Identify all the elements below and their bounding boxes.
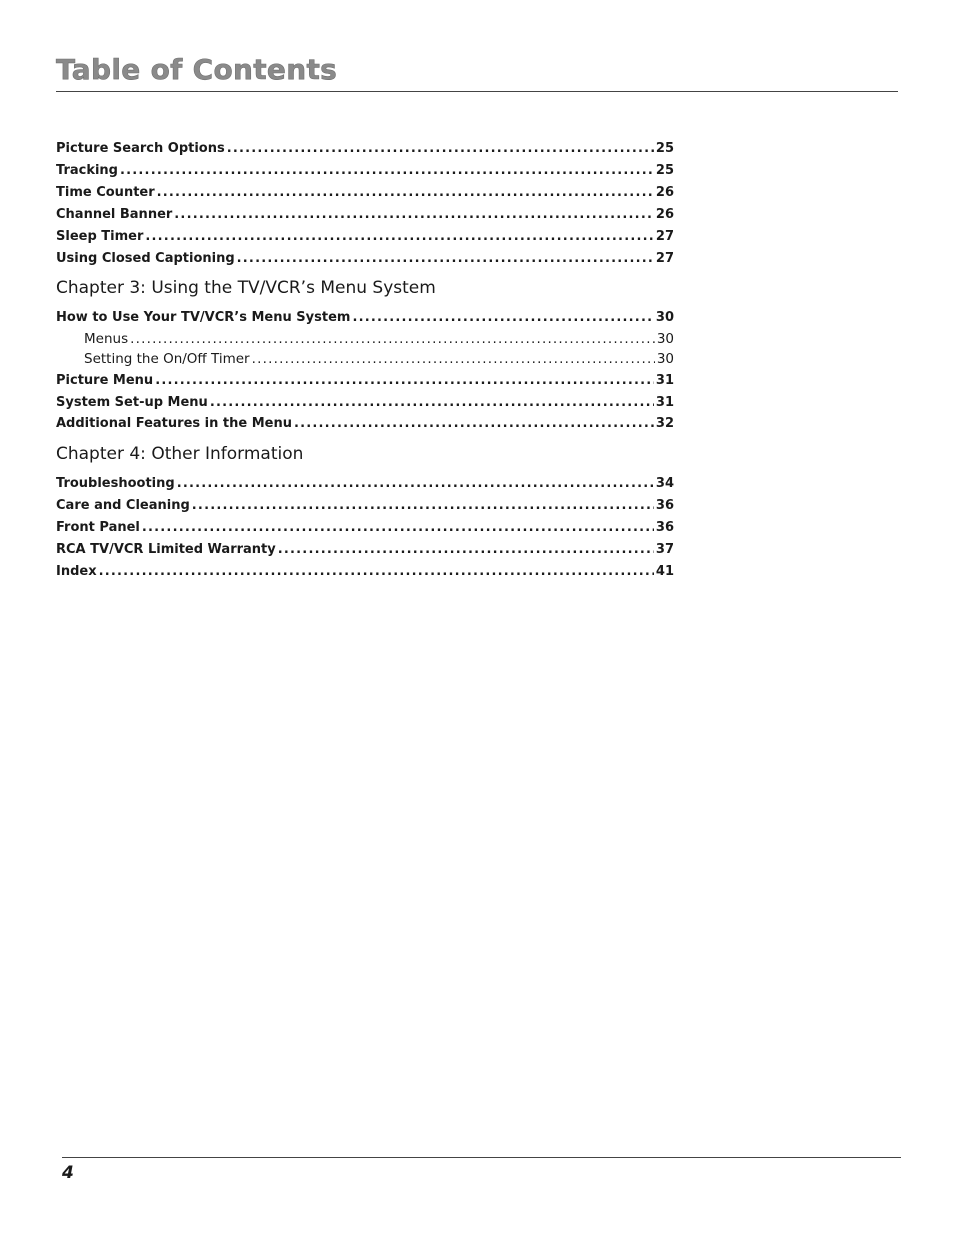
toc-entry-care-and-cleaning[interactable] (56, 496, 674, 516)
toc-entry-front-panel[interactable] (56, 518, 674, 538)
toc-entry-label: Channel Banner (56, 207, 173, 222)
toc-entry-page: 30 (656, 331, 674, 347)
toc-entry-page: 25 (655, 163, 674, 178)
toc-entry-limited-warranty[interactable] (56, 540, 674, 560)
toc-dot-leader (145, 227, 654, 247)
toc-entry-index[interactable] (56, 562, 674, 582)
toc-entry-additional-features[interactable] (56, 414, 674, 434)
toc-entry-page: 26 (655, 185, 674, 200)
toc-entry-label: Picture Search Options (56, 141, 225, 156)
toc-dot-leader (130, 329, 655, 349)
toc-entry-label: Additional Features in the Menu (56, 416, 292, 431)
toc-entry-channel-banner[interactable] (56, 205, 674, 225)
toc-entry-label: RCA TV/VCR Limited Warranty (56, 542, 276, 557)
page-number: 4 (62, 1163, 74, 1183)
toc-entry-page: 27 (655, 251, 674, 266)
toc-dot-leader (294, 414, 654, 434)
toc-entry-picture-menu[interactable] (56, 371, 674, 391)
toc-dot-leader (99, 562, 654, 582)
toc-entry-page: 31 (655, 373, 674, 388)
toc-entry-system-setup-menu[interactable] (56, 393, 674, 413)
toc-dot-leader (155, 371, 654, 391)
toc-dot-leader (210, 393, 654, 413)
toc-subentry-menus[interactable] (84, 329, 674, 349)
toc-dot-leader (227, 139, 654, 159)
toc-entry-tracking[interactable] (56, 161, 674, 181)
toc-entry-label: Using Closed Captioning (56, 251, 235, 266)
toc-entry-page: 36 (655, 520, 674, 535)
toc-dot-leader (278, 540, 654, 560)
toc-entry-label: Time Counter (56, 185, 155, 200)
toc-entry-sleep-timer[interactable] (56, 227, 674, 247)
toc-entry-page: 25 (655, 141, 674, 156)
toc-entry-time-counter[interactable] (56, 183, 674, 203)
toc-entry-page: 36 (655, 498, 674, 513)
toc-dot-leader (142, 518, 654, 538)
toc-entry-label: Sleep Timer (56, 229, 144, 244)
toc-entry-label: Tracking (56, 163, 118, 178)
toc-entry-label: Picture Menu (56, 373, 154, 388)
toc-dot-leader (352, 308, 653, 328)
toc-entry-page: 41 (655, 564, 674, 579)
toc-entry-troubleshooting[interactable] (56, 474, 674, 494)
toc-entry-page: 34 (655, 476, 674, 491)
chapter-4-heading: Chapter 4: Other Information (56, 444, 304, 464)
toc-entry-how-to-use-menu-system[interactable] (56, 308, 674, 328)
toc-entry-label: Front Panel (56, 520, 140, 535)
footer-divider (62, 1157, 901, 1158)
toc-entry-label: System Set-up Menu (56, 395, 208, 410)
toc-dot-leader (120, 161, 654, 181)
toc-entry-page: 31 (655, 395, 674, 410)
toc-subentry-on-off-timer[interactable] (84, 349, 674, 369)
toc-entry-page: 32 (655, 416, 674, 431)
toc-entry-page: 27 (655, 229, 674, 244)
toc-dot-leader (237, 249, 654, 269)
toc-entry-label: Troubleshooting (56, 476, 175, 491)
toc-entry-page: 37 (655, 542, 674, 557)
title-divider (56, 91, 898, 92)
page-title: Table of Contents (56, 53, 338, 86)
toc-entry-picture-search-options[interactable] (56, 139, 674, 159)
toc-entry-label: Index (56, 564, 97, 579)
toc-dot-leader (157, 183, 654, 203)
toc-entry-page: 26 (655, 207, 674, 222)
toc-dot-leader (177, 474, 654, 494)
toc-dot-leader (252, 349, 655, 369)
toc-entry-page: 30 (656, 351, 674, 367)
chapter-3-heading: Chapter 3: Using the TV/VCR’s Menu System (56, 278, 436, 298)
toc-entry-label: How to Use Your TV/VCR’s Menu System (56, 310, 351, 325)
toc-entry-label: Care and Cleaning (56, 498, 190, 513)
toc-entry-closed-captioning[interactable] (56, 249, 674, 269)
toc-dot-leader (192, 496, 654, 516)
toc-entry-label: Menus (84, 331, 129, 347)
toc-entry-page: 30 (655, 310, 674, 325)
toc-entry-label: Setting the On/Off Timer (84, 351, 250, 367)
toc-dot-leader (174, 205, 654, 225)
